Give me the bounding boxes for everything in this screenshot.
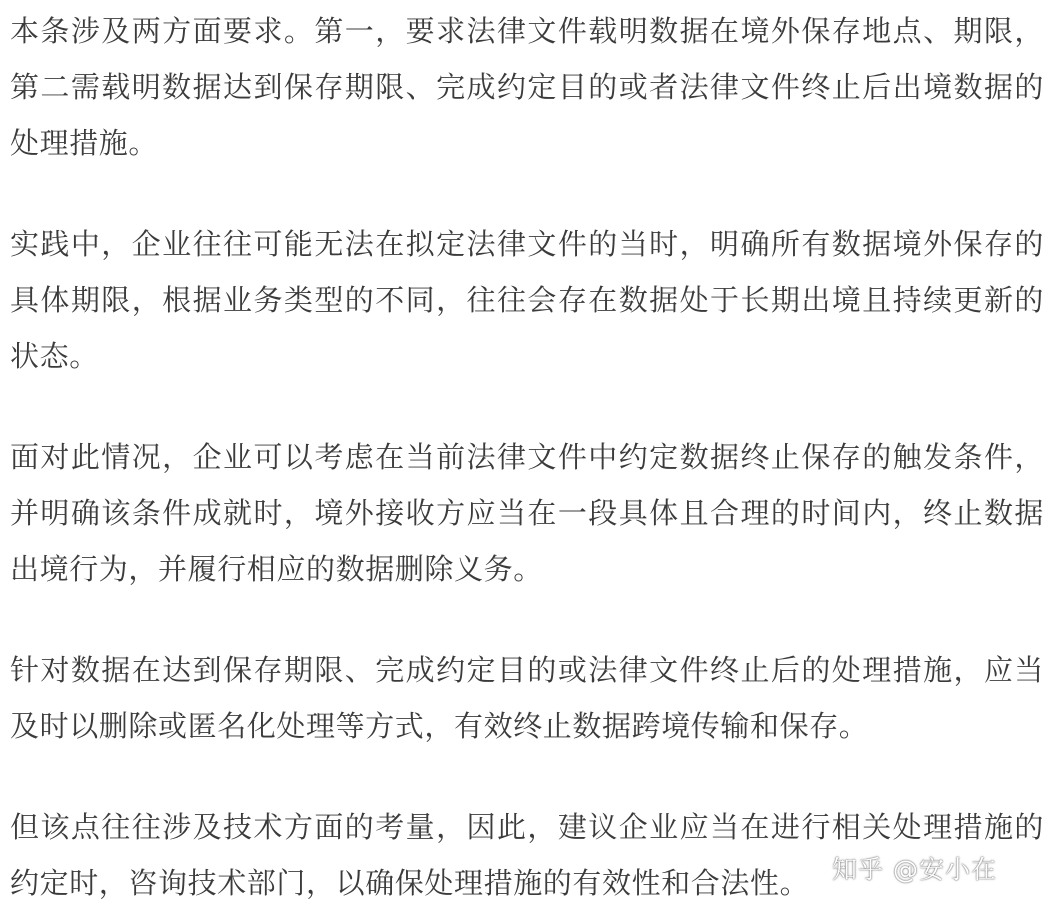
- paragraph-4: 针对数据在达到保存期限、完成约定目的或法律文件终止后的处理措施，应当及时以删除或匿名化处理等方式，有效终止数据跨境传输和保存。: [10, 653, 1044, 743]
- paragraph-2: 实践中，企业往往可能无法在拟定法律文件的当时，明确所有数据境外保存的具体期限，根据业务类型的不同，往往会存在数据处于长期出境且持续更新的状态。: [10, 227, 1044, 373]
- paragraph-5: 但该点往往涉及技术方面的考量，因此，建议企业应当在进行相关处理措施的约定时，咨询技术部门，以确保处理措施的有效性和合法性。: [10, 810, 1044, 900]
- paragraph-1: 本条涉及两方面要求。第一，要求法律文件载明数据在境外保存地点、期限，第二需载明数据达到保存期限、完成约定目的或者法律文件终止后出境数据的处理措施。: [10, 14, 1044, 160]
- zhihu-watermark: 知乎 @安小在: [832, 855, 997, 884]
- article-body: [10, 3, 1044, 911]
- paragraph-3: 面对此情况，企业可以考虑在当前法律文件中约定数据终止保存的触发条件，并明确该条件成就时，境外接收方应当在一段具体且合理的时间内，终止数据出境行为，并履行相应的数据删除义务。: [10, 440, 1044, 586]
